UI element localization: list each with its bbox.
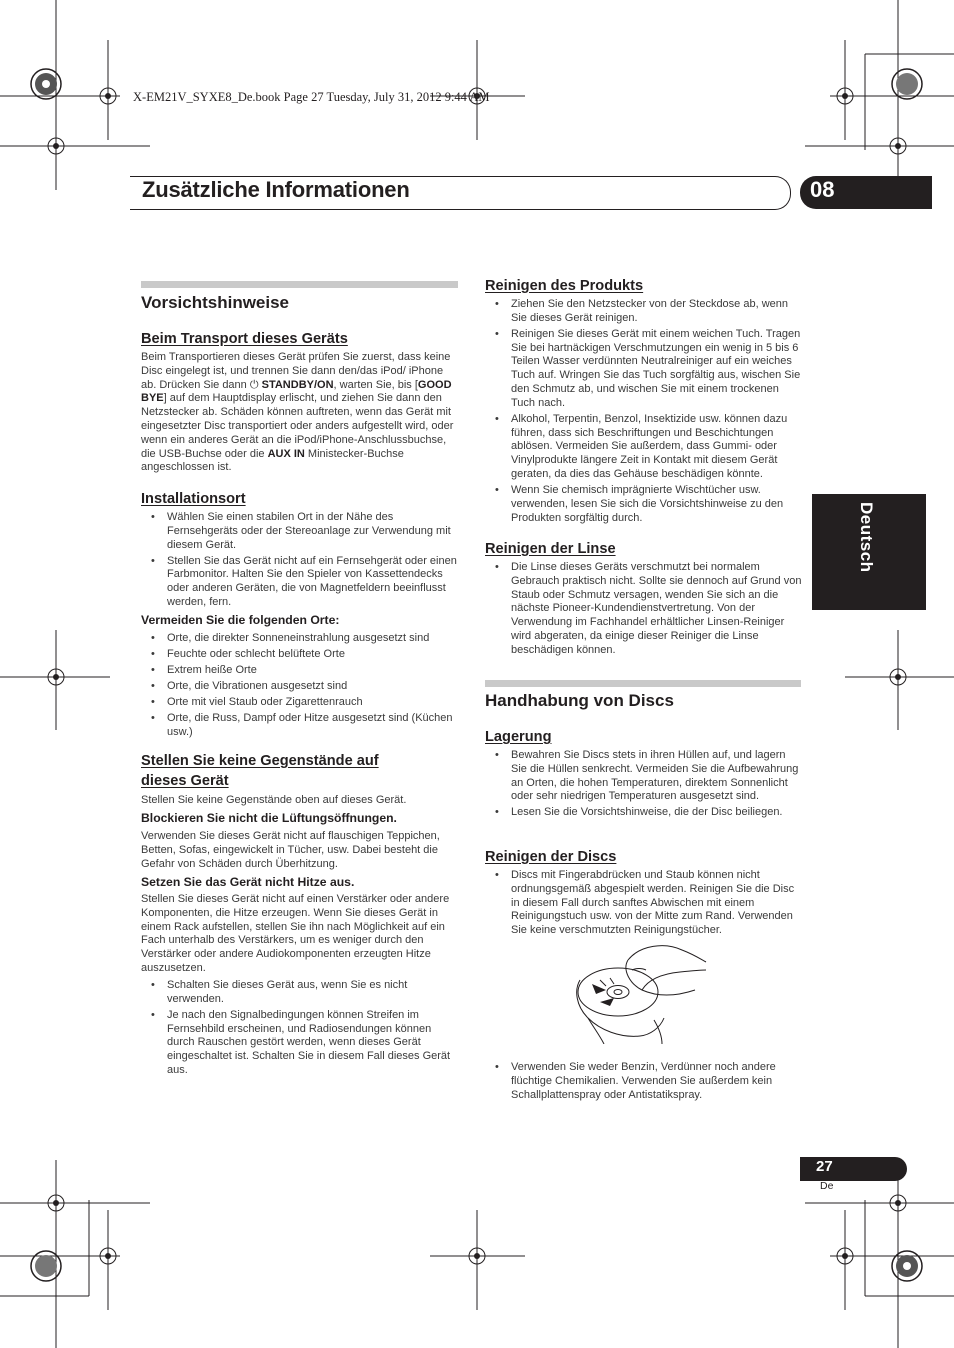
clean-lens-list	[485, 561, 803, 660]
objects-paragraph: Stellen Sie keine Gegenstände oben auf dieses Gerät.	[141, 794, 407, 806]
page-title: Zusätzliche Informationen	[142, 177, 410, 202]
list-item: • Alkohol, Terpentin, Benzol, Insektizide usw. können dazu führen, dass sich Beschriftungen und Beschichtungen ablösen. Vermeiden Sie außerdem, dass Gummi- oder Vinylprodukte längere Zeit in Kontakt mit diesem Gerät geraten, da dies das Gehäuse beschädigen könnte.	[485, 413, 803, 482]
list-item: • Orte, die Russ, Dampf oder Hitze ausgesetzt sind (Küchen usw.)	[141, 712, 459, 740]
install-list	[141, 511, 459, 612]
subsection-title-objects-1: Stellen Sie keine Gegenstände auf	[141, 753, 379, 769]
standby-icon: ⏻	[249, 378, 259, 391]
list-item: • Wählen Sie einen stabilen Ort in der Nähe des Fernsehgeräts oder der Stereoanlage zur Verwendung mit diesem Gerät.	[141, 511, 459, 552]
vent-heading: Blockieren Sie nicht die Lüftungsöffnungen.	[141, 811, 397, 825]
subsection-title-clean-product: Reinigen des Produkts	[485, 278, 644, 294]
list-item: • Reinigen Sie dieses Gerät mit einem weichen Tuch. Tragen Sie bei hartnäckigen Verschmutzungen ein wenig in 5 bis 6 Teilen Wasser verdünnten Neutralreiniger auf ein weiches Tuch auf. Wringen Sie das Tuch sorgfältig aus, wischen Sie den Schmutz ab, und wischen Sie mit einem trockenen Tuch nach.	[485, 328, 803, 411]
clean-product-list	[485, 298, 803, 528]
section-title-vorsicht: Vorsichtshinweise	[141, 293, 290, 312]
list-item: • Orte, die Vibrationen ausgesetzt sind	[141, 680, 459, 694]
list-item: • Orte mit viel Staub oder Zigarettenrauch	[141, 696, 459, 710]
avoid-heading: Vermeiden Sie die folgenden Orte:	[141, 613, 340, 627]
heat-paragraph: Stellen Sie dieses Gerät nicht auf einen Verstärker oder andere Komponenten, die Hitze erzeugen. Wenn Sie dieses Gerät in einem Rack aufstellen, stellen Sie ihn nach Möglichkeit auf ein Fach unterhalb des Verstärkers, um es weniger durch den Verstärker oder andere Audiokomponenten erzeugten Hitze auszusetzen.	[141, 893, 450, 974]
section-bar	[485, 680, 801, 687]
list-item: • Je nach den Signalbedingungen können Streifen im Fernsehbild erscheinen, und Radiosendungen können durch Rauschen gestört werden, wenn dieses Gerät eingeschaltet ist. Schalten Sie in diesem Fall dieses Gerät aus.	[141, 1009, 459, 1078]
list-item: • Schalten Sie dieses Gerät aus, wenn Sie es nicht verwenden.	[141, 979, 459, 1007]
final-list	[485, 1061, 803, 1105]
list-item: • Feuchte oder schlecht belüftete Orte	[141, 648, 459, 662]
subsection-title-clean-discs: Reinigen der Discs	[485, 849, 617, 865]
vent-paragraph: Verwenden Sie dieses Gerät nicht auf flauschigen Teppichen, Betten, Sofas, eingewickelt in Tücher, usw. Dabei besteht die Gefahr von Schäden durch Überhitzung.	[141, 830, 440, 870]
list-item: • Die Linse dieses Geräts verschmutzt bei normalem Gebrauch praktisch nicht. Sollte sie dennoch auf Grund von Staub oder Schmutz versagen, wenden Sie sich an die nächste Pioneer-Kundendienstvertretung. Von der Verwendung im Fachhandel erhältlicher Linsen-Reiniger wird abgeraten, da einige dieser Reiniger die Linse beschädigen können.	[485, 561, 803, 658]
book-file-line: X-EM21V_SYXE8_De.book Page 27 Tuesday, July 31, 2012 9:44 AM	[133, 90, 490, 104]
list-item: • Wenn Sie chemisch imprägnierte Wischtücher usw. verwenden, lesen Sie sich die Vorsichtshinweise zu den Produkten sorgfältig durch.	[485, 484, 803, 525]
page-language: De	[820, 1180, 834, 1192]
list-item: • Extrem heiße Orte	[141, 664, 459, 678]
language-side-tab-label: Deutsch	[857, 502, 876, 573]
section-title-discs: Handhabung von Discs	[485, 691, 674, 710]
language-side-tab	[812, 494, 926, 610]
subsection-title-objects-2: dieses Gerät	[141, 773, 229, 789]
list-item: • Orte, die direkter Sonneneinstrahlung ausgesetzt sind	[141, 632, 459, 646]
list-item: • Stellen Sie das Gerät nicht auf ein Fernsehgerät oder einen Farbmonitor. Halten Sie den Spieler von Kassettendecks oder anderen Geräten, die von Magnetfeldern beeinflusst werden, fern.	[141, 555, 459, 610]
heat-heading: Setzen Sie das Gerät nicht Hitze aus.	[141, 875, 355, 889]
transport-paragraph: Beim Transportieren dieses Gerät prüfen Sie zuerst, dass keine Disc eingelegt ist, und trennen Sie dann den/das iPod/ iPhone ab. Drücken Sie dann ⏻ STANDBY/ON, warten Sie, bis [GOOD BYE] auf dem Hauptdisplay erlischt, und ziehen Sie dann den Netzstecker ab. Schäden können auftreten, wenn das Gerät mit eingesetzter Disc transportiert oder anders aufgestellt wird, oder wenn ein anderes Gerät an die iPod/iPhone-Anschlussbuchse, die USB-Buchse oder die AUX IN Ministecker-Buchse angeschlossen ist.	[141, 351, 454, 474]
page-number: 27	[816, 1158, 833, 1175]
storage-list	[485, 749, 803, 822]
list-item: • Ziehen Sie den Netzstecker von der Steckdose ab, wenn Sie dieses Gerät reinigen.	[485, 298, 803, 326]
disc-cleaning-illustration	[570, 940, 710, 1044]
chapter-number: 08	[810, 177, 835, 202]
list-item: • Verwenden Sie weder Benzin, Verdünner noch andere flüchtige Chemikalien. Verwenden Sie außerdem kein Schallplattenspray oder Antistatikspray.	[485, 1061, 803, 1102]
list-item: • Bewahren Sie Discs stets in ihren Hüllen auf, und lagern Sie die Hüllen senkrecht. Vermeiden Sie die Aufbewahrung an Orten, die hohen Temperaturen, direktem Sonnenlicht oder sehr niedrigen Temperaturen ausgesetzt sind.	[485, 749, 803, 804]
subsection-title-transport: Beim Transport dieses Geräts	[141, 331, 348, 347]
subsection-title-install: Installationsort	[141, 491, 246, 507]
list-item: • Lesen Sie die Vorsichtshinweise, die der Disc beiliegen.	[485, 806, 803, 820]
clean-discs-list	[485, 869, 803, 940]
subsection-title-storage: Lagerung	[485, 729, 552, 745]
list-item: • Discs mit Fingerabdrücken und Staub können nicht ordnungsgemäß abgespielt werden. Reinigen Sie die Disc in diesem Fall durch sanftes Abwischen mit einem Reinigungstuch usw. von der Mitte zum Rand. Verwenden Sie keine verschmutzten Reinigungstücher.	[485, 869, 803, 938]
section-bar	[141, 281, 458, 288]
avoid-list	[141, 632, 459, 742]
subsection-title-clean-lens: Reinigen der Linse	[485, 541, 616, 557]
heat-list	[141, 979, 459, 1080]
